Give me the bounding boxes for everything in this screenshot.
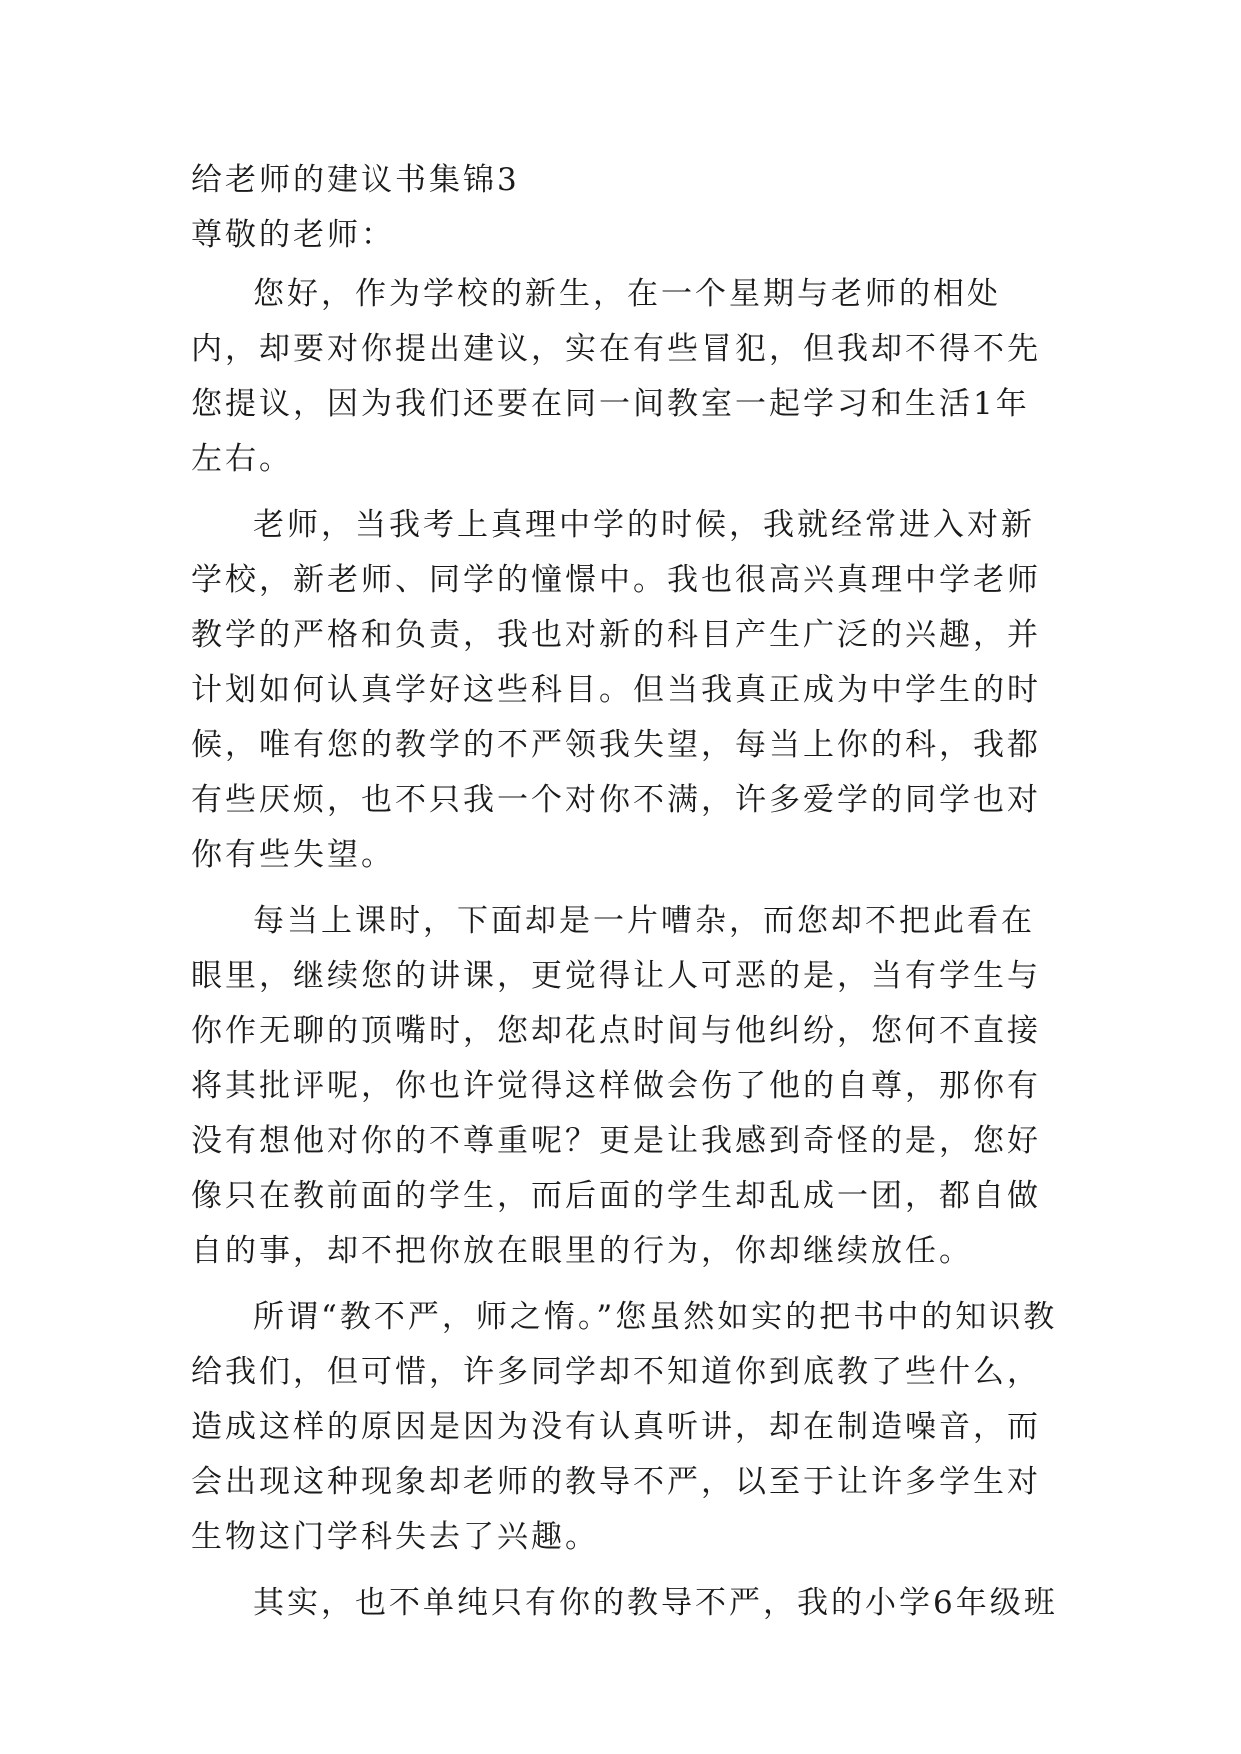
paragraph-2: 老师，当我考上真理中学的时候，我就经常进入对新学校，新老师、同学的憧憬中。我也很高兴真理中学老师教学的严格和负责，我也对新的科目产生广泛的兴趣，并计划如何认真学好这些科目。但当我真正成为中学生的时候，唯有您的教学的不严领我失望，每当上你的科，我都有些厌烦，也不只我一个对你不满，许多爱学的同学也对你有些失望。 [191,507,1041,873]
paragraph-5: 其实，也不单纯只有你的教导不严，我的小学6年级班 [253,1585,1058,1621]
document-title: 给老师的建议书集锦3 [191,162,520,198]
document-page [191,162,1061,1631]
paragraph-1: 您好，作为学校的新生，在一个星期与老师的相处内，却要对你提出建议，实在有些冒犯，但我却不得不先您提议，因为我们还要在同一间教室一起学习和生活1年左右。 [191,276,1041,477]
salutation: 尊敬的老师： [191,217,395,253]
paragraph-3: 每当上课时，下面却是一片嘈杂，而您却不把此看在眼里，继续您的讲课，更觉得让人可恶的是，当有学生与你作无聊的顶嘴时，您却花点时间与他纠纷，您何不直接将其批评呢，你也许觉得这样做会伤了他的自尊，那你有没有想他对你的不尊重呢？更是让我感到奇怪的是，您好像只在教前面的学生，而后面的学生却乱成一团，都自做自的事，却不把你放在眼里的行为，你却继续放任。 [191,903,1041,1269]
paragraph-4: 所谓“教不严，师之惰。”您虽然如实的把书中的知识教给我们，但可惜，许多同学却不知道你到底教了些什么，造成这样的原因是因为没有认真听讲，却在制造噪音，而会出现这种现象却老师的教导不严，以至于让许多学生对生物这门学科失去了兴趣。 [191,1299,1058,1555]
